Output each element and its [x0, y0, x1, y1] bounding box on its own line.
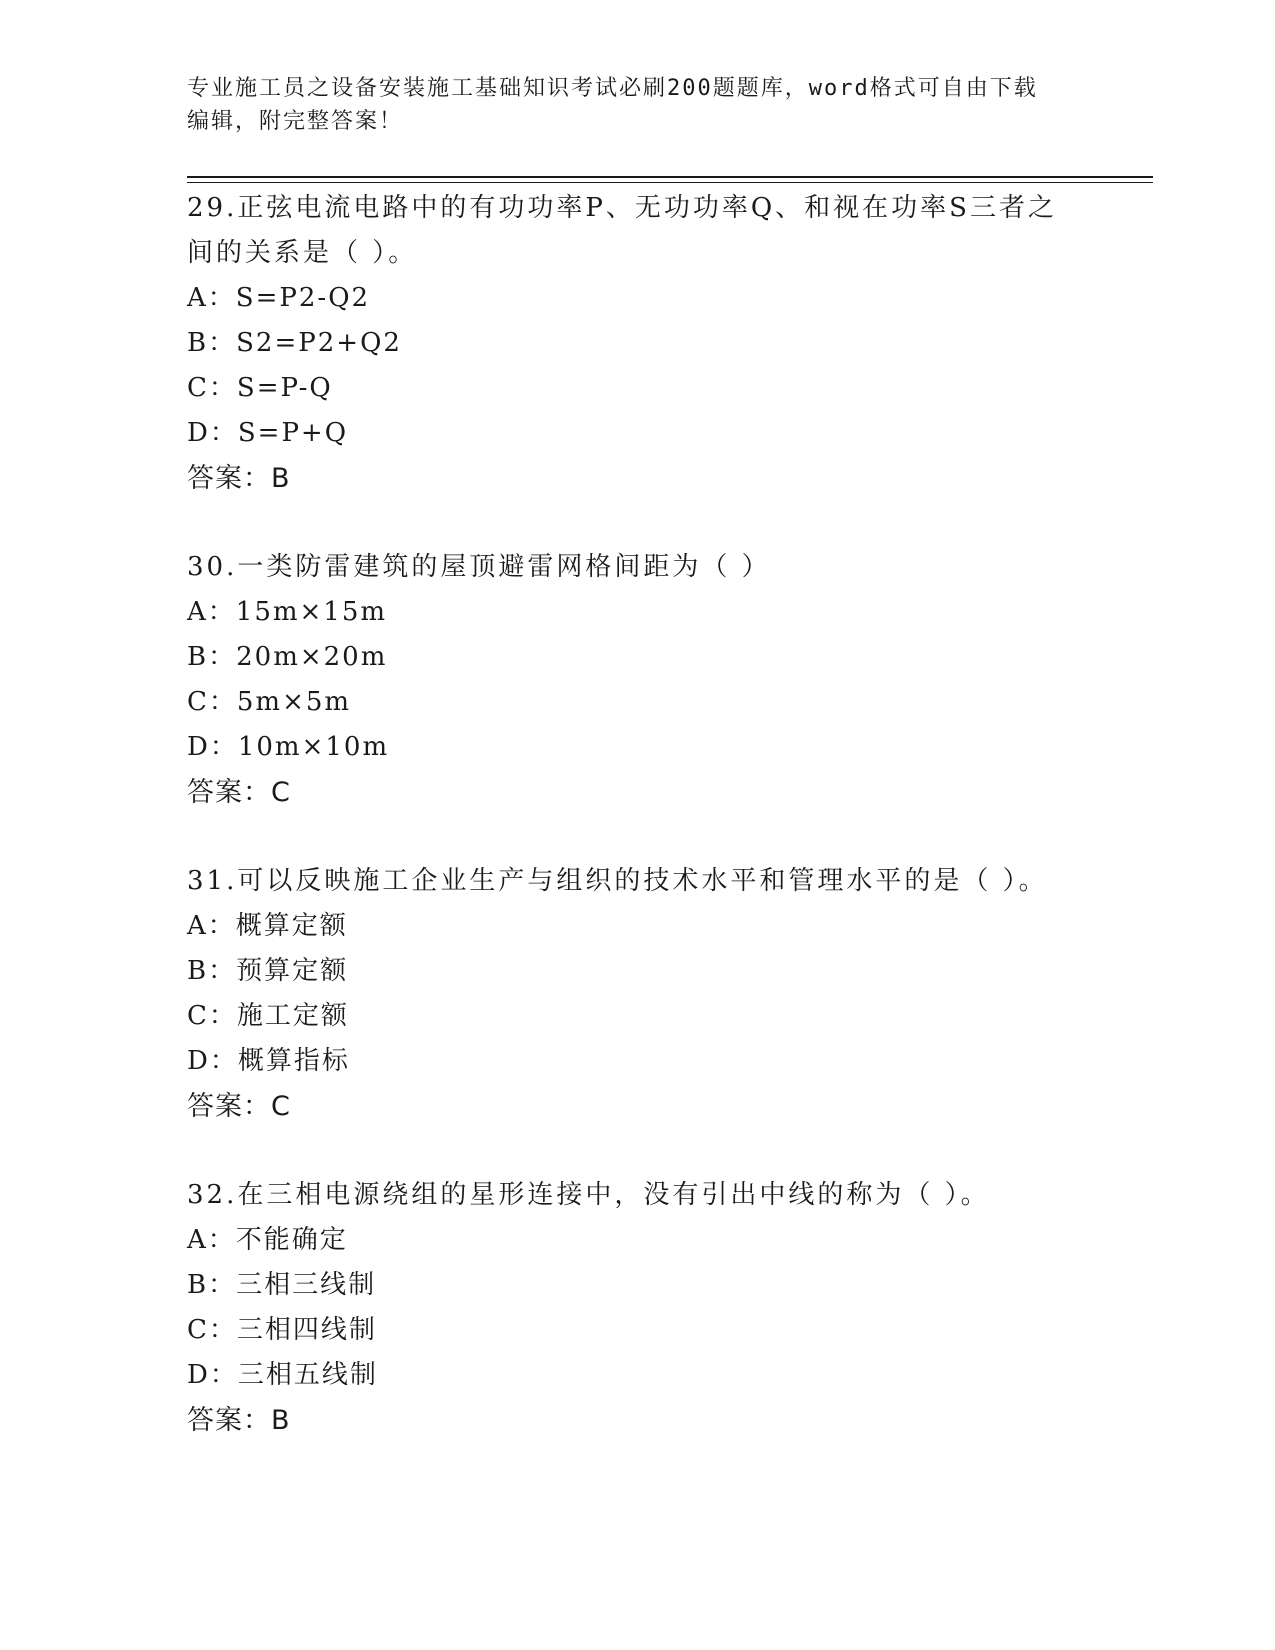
question-stem — [187, 1173, 1087, 1218]
option-c: C：三相四线制 — [187, 1315, 377, 1345]
question-stem — [187, 186, 1087, 276]
option-c: C：施工定额 — [187, 1001, 349, 1031]
question-stem-line-2: 间的关系是（ ）。 — [187, 238, 418, 268]
header-rule-thin — [187, 182, 1153, 183]
option-a: A：15m×15m — [187, 597, 388, 627]
question-32 — [187, 1173, 1087, 1443]
header-rule-thick — [187, 176, 1153, 178]
question-stem — [187, 859, 1087, 904]
option-a: A：概算定额 — [187, 911, 348, 941]
option-d: D：S=P+Q — [187, 418, 349, 448]
option-c: C：5m×5m — [187, 687, 352, 717]
document-header — [187, 72, 1067, 138]
option-c: C：S=P-Q — [187, 373, 333, 403]
question-list — [187, 186, 1087, 1487]
option-a: A：S=P2-Q2 — [187, 283, 371, 313]
answer: 答案：B — [187, 463, 291, 494]
answer: 答案：B — [187, 1405, 291, 1436]
option-b: B：S2=P2+Q2 — [187, 328, 402, 358]
question-stem — [187, 545, 1087, 590]
question-stem-line-1: 30.一类防雷建筑的屋顶避雷网格间距为（ ） — [187, 552, 771, 582]
question-stem-line-1: 29.正弦电流电路中的有功功率P、无功功率Q、和视在功率S三者之 — [187, 193, 1057, 223]
question-31 — [187, 859, 1087, 1129]
header-line-2: 编辑，附完整答案！ — [187, 109, 404, 134]
option-b: B：20m×20m — [187, 642, 388, 672]
question-30 — [187, 545, 1087, 815]
option-b: B：预算定额 — [187, 956, 349, 986]
option-b: B：三相三线制 — [187, 1270, 377, 1300]
question-stem-line-1: 32.在三相电源绕组的星形连接中，没有引出中线的称为（ ）。 — [187, 1180, 990, 1210]
answer: 答案：C — [187, 1091, 291, 1122]
header-line-1: 专业施工员之设备安装施工基础知识考试必刷200题题库，word格式可自由下载 — [187, 76, 1038, 101]
option-d: D：概算指标 — [187, 1046, 350, 1076]
answer: 答案：C — [187, 777, 291, 808]
question-29 — [187, 186, 1087, 501]
option-d: D：三相五线制 — [187, 1360, 378, 1390]
option-a: A：不能确定 — [187, 1225, 348, 1255]
option-d: D：10m×10m — [187, 732, 390, 762]
question-stem-line-1: 31.可以反映施工企业生产与组织的技术水平和管理水平的是（ ）。 — [187, 866, 1048, 896]
